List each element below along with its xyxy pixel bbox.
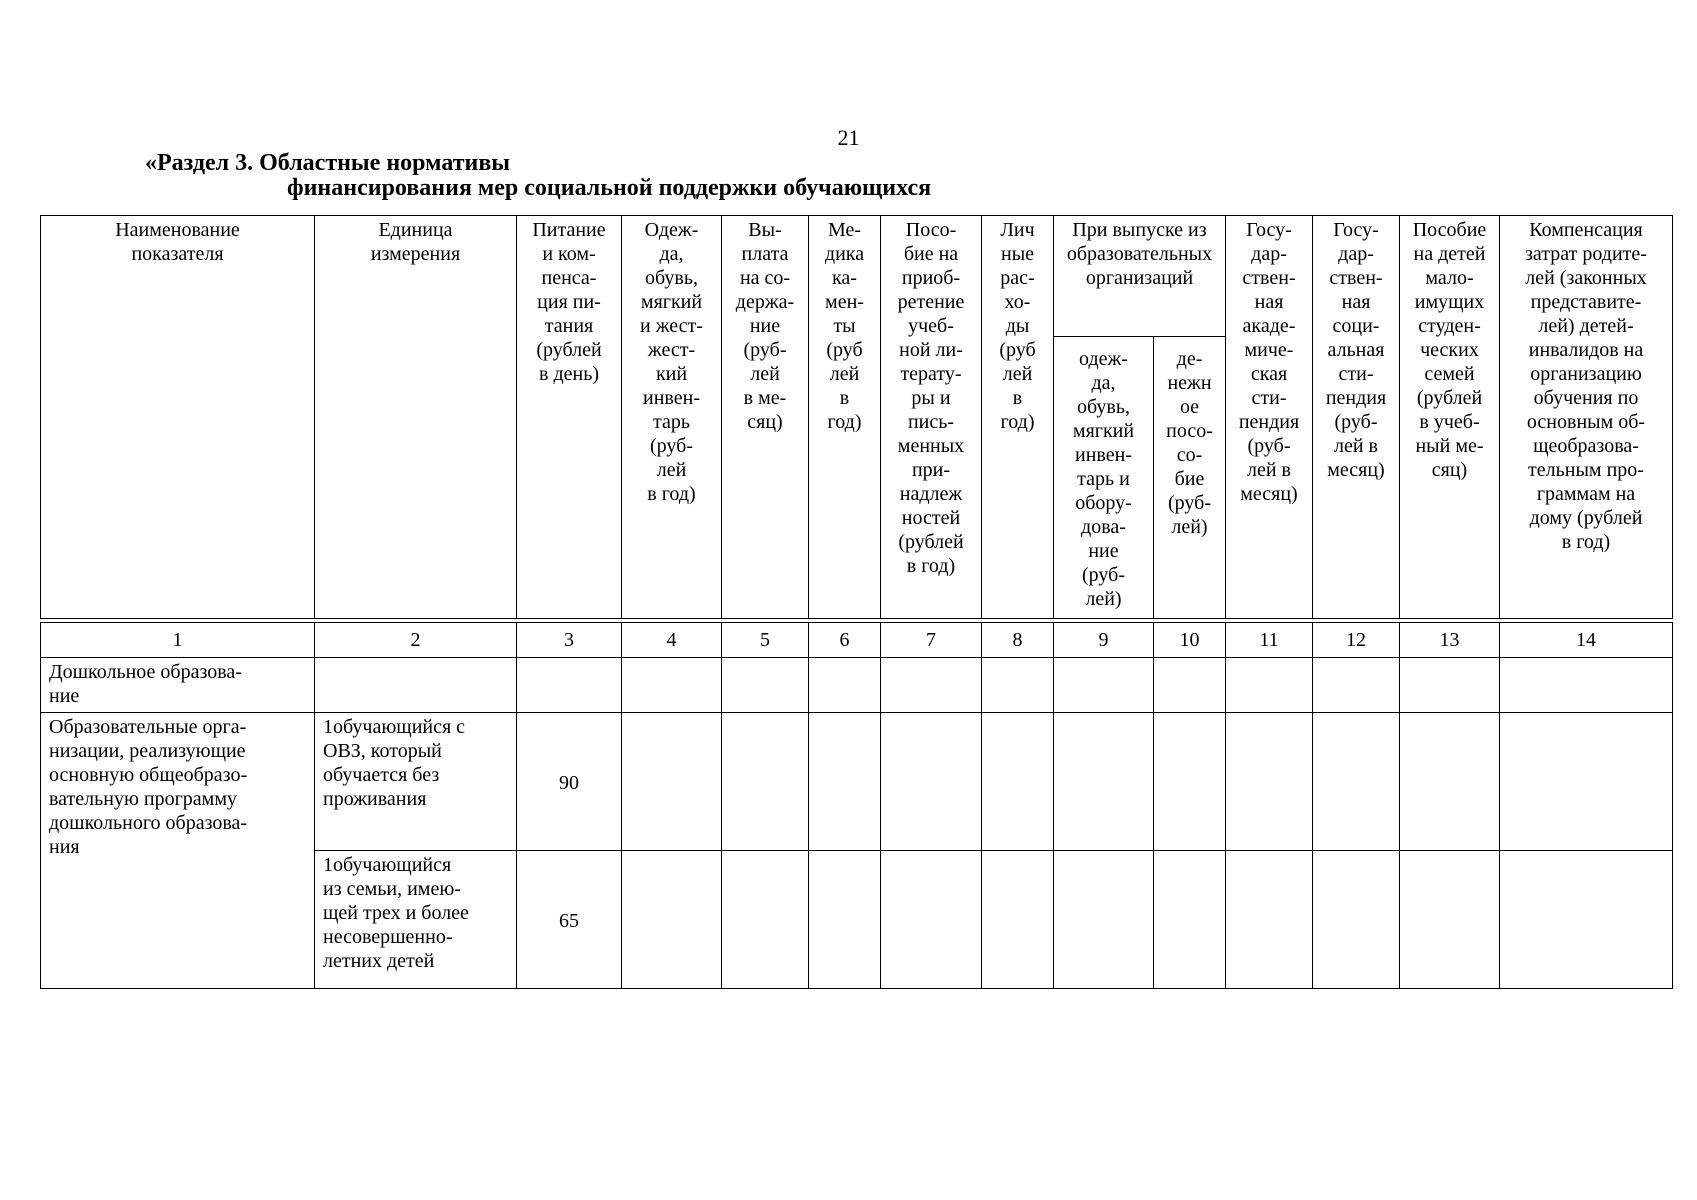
column-numbers-row — [41, 623, 1673, 658]
header-personal-expenses: Лич ные рас- хо- ды (руб лей в год) — [982, 216, 1054, 619]
header-indicator-name: Наименование показателя — [41, 216, 315, 619]
empty-cell — [1400, 713, 1500, 851]
empty-cell — [1500, 713, 1673, 851]
empty-cell — [982, 713, 1054, 851]
empty-cell — [1400, 851, 1500, 989]
empty-cell — [1054, 851, 1154, 989]
empty-cell — [881, 658, 982, 713]
header-row-1 — [41, 216, 1673, 337]
empty-cell — [517, 658, 622, 713]
column-number: 6 — [809, 623, 881, 658]
section-label: Дошкольное образова- ние — [41, 658, 315, 713]
empty-cell — [809, 658, 881, 713]
section-title-line1: «Раздел 3. Областные нормативы — [145, 150, 511, 176]
food-value: 90 — [517, 713, 622, 851]
column-number: 13 — [1400, 623, 1500, 658]
empty-cell — [881, 851, 982, 989]
empty-cell — [722, 713, 809, 851]
header-low-income-allowance: Пособие на детей мало- имущих студен- ческих семей (рублей в учеб- ный ме- сяц) — [1400, 216, 1500, 619]
empty-cell — [1154, 658, 1226, 713]
empty-cell — [809, 713, 881, 851]
header-disabled-compensation: Компенсация затрат родите- лей (законных представите- лей) детей- инвалидов на организацию обучения по основным об- щеобразова- тельным про- граммам на дому (рублей в год) — [1500, 216, 1673, 619]
empty-cell — [622, 851, 722, 989]
organization-name: Образовательные орга- низации, реализующие основную общеобразо- вательную программу дошкольного образова- ния — [41, 713, 315, 989]
table-row-section — [41, 658, 1673, 713]
header-food: Питание и ком- пенса- ция пи- тания (рублей в день) — [517, 216, 622, 619]
empty-cell — [722, 658, 809, 713]
column-number: 9 — [1054, 623, 1154, 658]
empty-cell — [1500, 658, 1673, 713]
column-number: 11 — [1226, 623, 1313, 658]
empty-cell — [1226, 658, 1313, 713]
header-medicines: Ме- дика ка- мен- ты (руб лей в год) — [809, 216, 881, 619]
empty-cell — [809, 851, 881, 989]
empty-cell — [1226, 713, 1313, 851]
food-value: 65 — [517, 851, 622, 989]
empty-cell — [1500, 851, 1673, 989]
column-number: 8 — [982, 623, 1054, 658]
header-graduation-clothing: одеж- да, обувь, мягкий инвен- тарь и обору- дова- ние (руб- лей) — [1054, 337, 1154, 619]
column-number: 4 — [622, 623, 722, 658]
header-clothing: Одеж- да, обувь, мягкий и жест- жест- кий инвен- тарь (руб- лей в год) — [622, 216, 722, 619]
column-number: 12 — [1313, 623, 1400, 658]
header-graduation-cash: де- нежн ое посо- со- бие (руб- лей) — [1154, 337, 1226, 619]
header-maintenance-payment: Вы- плата на со- держа- ние (руб- лей в ме- сяц) — [722, 216, 809, 619]
empty-cell — [982, 851, 1054, 989]
empty-cell — [1313, 713, 1400, 851]
header-social-stipend: Госу- дар- ствен- ная соци- альная сти- пендия (руб- лей в месяц) — [1313, 216, 1400, 619]
empty-cell — [1400, 658, 1500, 713]
header-textbook-allowance: Посо- бие на приоб- ретение учеб- ной ли- терату- ры и пись- менных при- надлеж ностей (рублей в год) — [881, 216, 982, 619]
empty-cell — [1226, 851, 1313, 989]
empty-cell — [1054, 713, 1154, 851]
norms-table — [40, 215, 1673, 989]
unit-cell: 1обучающийся из семьи, имею- щей трех и более несовершенно- летних детей — [315, 851, 517, 989]
column-number: 2 — [315, 623, 517, 658]
empty-cell — [1154, 713, 1226, 851]
header-academic-stipend: Госу- дар- ствен- ная акаде- миче- ская сти- пендия (руб- лей в месяц) — [1226, 216, 1313, 619]
header-unit: Единица измерения — [315, 216, 517, 619]
empty-cell — [881, 713, 982, 851]
empty-cell — [315, 658, 517, 713]
empty-cell — [1154, 851, 1226, 989]
empty-cell — [1313, 658, 1400, 713]
column-number: 3 — [517, 623, 622, 658]
header-graduation-group: При выпуске из образовательных организаций — [1054, 216, 1226, 337]
column-number: 10 — [1154, 623, 1226, 658]
empty-cell — [1054, 658, 1154, 713]
section-title-line2: финансирования мер социальной поддержки обучающихся — [287, 175, 932, 201]
empty-cell — [622, 658, 722, 713]
empty-cell — [1313, 851, 1400, 989]
column-number: 1 — [41, 623, 315, 658]
column-number: 14 — [1500, 623, 1673, 658]
page-number: 21 — [837, 125, 860, 150]
table-row — [41, 713, 1673, 851]
empty-cell — [722, 851, 809, 989]
column-number: 7 — [881, 623, 982, 658]
section-title — [145, 151, 931, 201]
unit-cell: 1обучающийся с ОВЗ, который обучается без проживания — [315, 713, 517, 851]
empty-cell — [982, 658, 1054, 713]
empty-cell — [622, 713, 722, 851]
column-number: 5 — [722, 623, 809, 658]
